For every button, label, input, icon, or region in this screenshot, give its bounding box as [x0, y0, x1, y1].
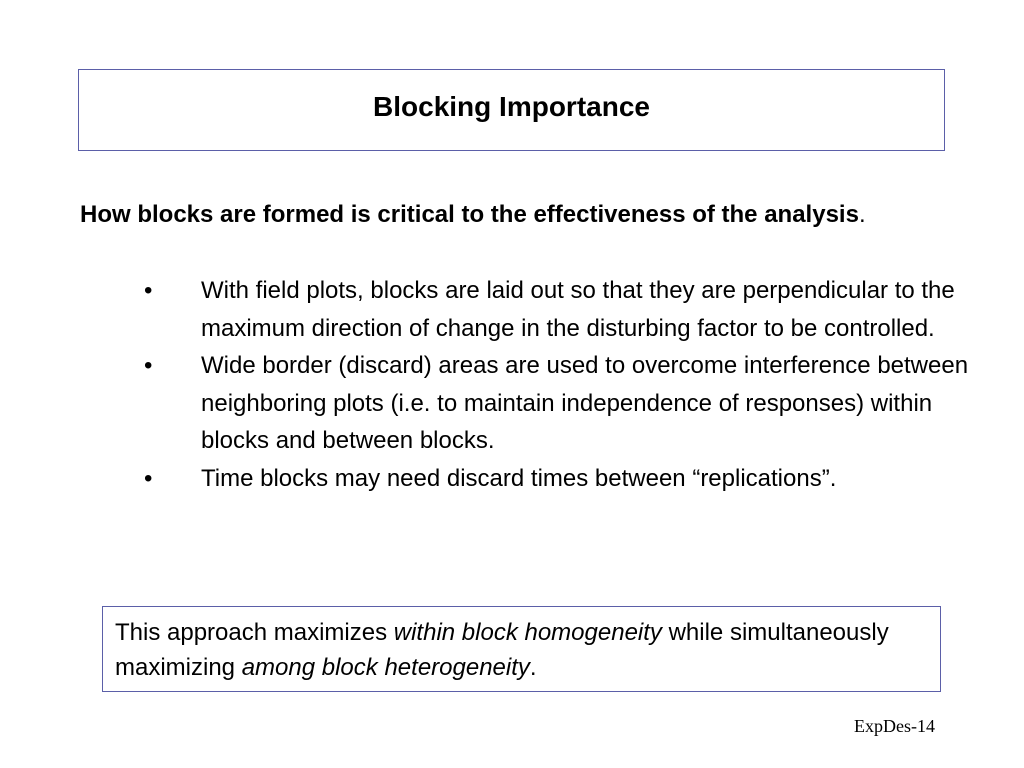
bullet-marker: • [144, 464, 153, 492]
note-text-2: while simultaneously maximizing [115, 619, 889, 681]
note-text-1: This approach maximizes [115, 619, 394, 646]
note-text-3: . [529, 654, 537, 681]
bullet-item [140, 272, 970, 347]
bullet-list [140, 272, 970, 497]
bullet-item [140, 460, 970, 498]
bullet-item [140, 347, 970, 460]
slide-title: Blocking Importance [373, 91, 650, 122]
title-box [78, 69, 945, 151]
lead-statement [80, 196, 940, 233]
slide-number-footer: ExpDes-14 [854, 716, 935, 736]
bullet-text: Time blocks may need discard times between “replications”. [201, 464, 837, 492]
bullet-text: With field plots, blocks are laid out so that they are perpendicular to the maximum direction of change in the disturbing factor to be controlled. [201, 277, 955, 342]
note-emphasis-homogeneity: within block homogeneity [393, 619, 662, 646]
bullet-text: Wide border (discard) areas are used to overcome interference between neighboring plots (i.e. to maintain independence of responses) within blocks and between blocks. [201, 352, 969, 454]
lead-statement-period: . [858, 201, 866, 228]
lead-statement-bold: How blocks are formed is critical to the effectiveness of the analysis [80, 201, 859, 228]
note-emphasis-heterogeneity: among block heterogeneity [241, 654, 530, 681]
bullet-marker: • [144, 277, 153, 304]
bullet-marker: • [144, 352, 153, 379]
summary-note-box [102, 606, 941, 692]
